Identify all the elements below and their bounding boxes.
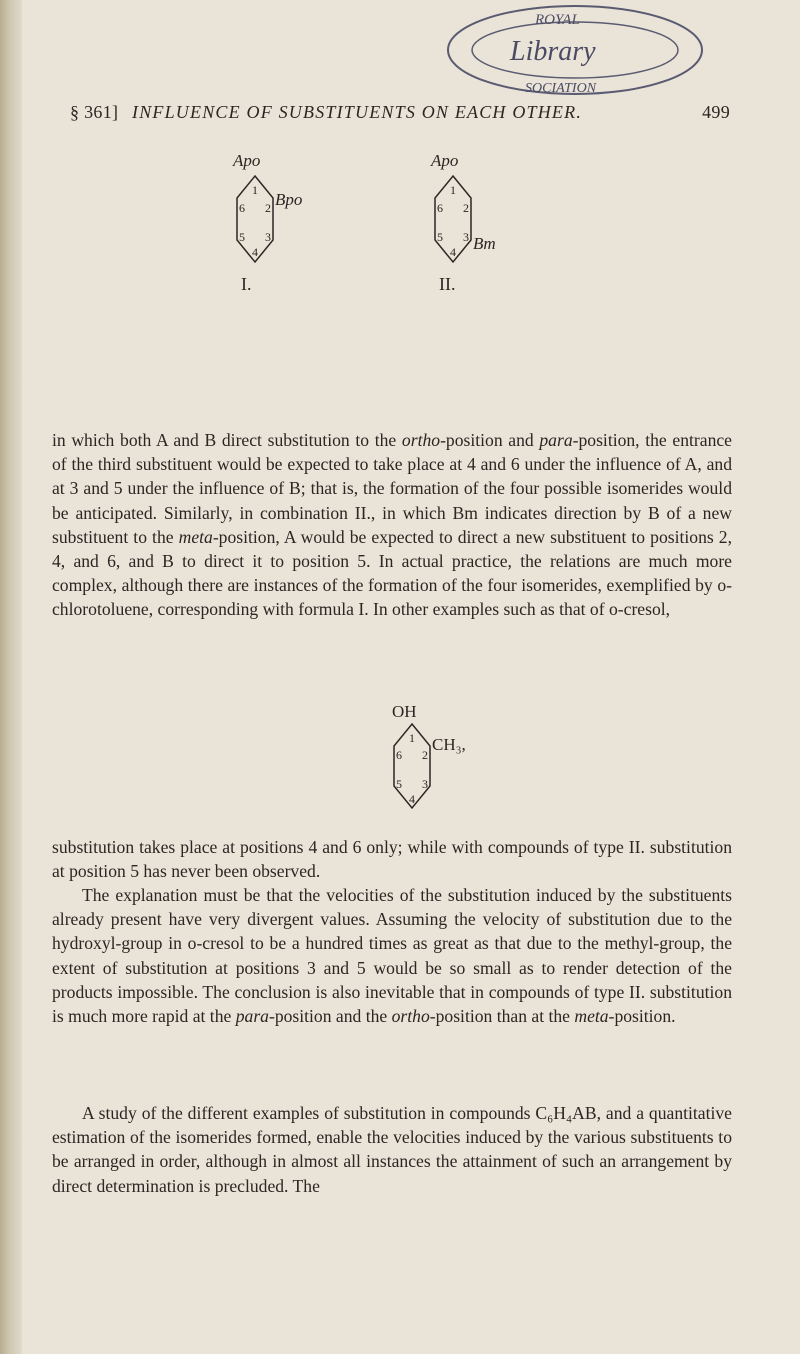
formula-3-position-4: 4 [409, 792, 415, 806]
formula-3-position-3: 3 [422, 777, 428, 791]
formula-3-position-2: 2 [422, 748, 428, 762]
structural-formula-2 [423, 150, 543, 305]
formula-2-position-2: 2 [463, 201, 469, 215]
formula-1-top-label: Apo [233, 151, 261, 170]
formula-3-position-5: 5 [396, 777, 402, 791]
formula-2-position-5: 5 [437, 230, 443, 244]
formula-1-position-3: 3 [265, 230, 271, 244]
paragraph-substitution-directions: in which both A and B direct substitution to the ortho-position and para-position, the entrance of the third substituent would be expected to take place at 4 and 6 under the influence of A, and at 3 and 5 under the influence of B; that is, the formation of the four possible isomerides would be anticipated. Similarly, in combination II., in which Bm indicates direction by B of a new substituent to the meta-position, A would be expected to direct a new substituent to positions 2, 4, and 6, and B to direct it to position 5. In actual practice, the relations are much more complex, although there are instances of the formation of the four isomerides, exemplified by o-chlorotoluene, corresponding with formula I. In other examples such as that of o-cresol, [52, 430, 732, 620]
library-stamp [390, 0, 720, 100]
stamp-arc-bottom: SOCIATION [525, 81, 597, 96]
formula-3-position-1: 1 [409, 731, 415, 745]
formula-3-top-label: OH [392, 702, 417, 721]
formula-1-position-5: 5 [239, 230, 245, 244]
structural-formula-o-cresol [380, 700, 510, 840]
formula-1-side-label: Bpo [275, 190, 303, 209]
formula-2-position-6: 6 [437, 201, 443, 215]
formula-2-position-3: 3 [463, 230, 469, 244]
formula-1-position-1: 1 [252, 183, 258, 197]
paragraph-substitution-positions: substitution takes place at positions 4 and 6 only; while with compounds of type II. substitution at position 5 has never been observed. [52, 837, 732, 882]
chapter-title: INFLUENCE OF SUBSTITUENTS ON EACH OTHER. [132, 102, 583, 122]
paragraph-study: A study of the different examples of substitution in compounds C₆H₄AB, and a quantitative estimation of the isomerides formed, enable the velocities induced by the various substituents to be arranged in order, although in almost all instances the attainment of such an arrangement by direct determination is precluded. The [52, 1103, 732, 1196]
paragraph-explanation: The explanation must be that the velocities of the substitution induced by the substituents already present have very divergent values. Assuming the velocity of substitution due to the hydroxyl-group in o-cresol to be a hundred times as great as that due to the methyl-group, the extent of substitution at positions 3 and 5 would be so small as to render detection of the products impossible. The conclusion is also inevitable that in compounds of type II. substitution is much more rapid at the para-position and the ortho-position than at the meta-position. [52, 885, 732, 1027]
page-binding-edge [0, 0, 22, 1354]
formula-1-position-2: 2 [265, 201, 271, 215]
formula-1-position-6: 6 [239, 201, 245, 215]
formula-2-numeral: II. [439, 274, 456, 294]
formula-1-position-4: 4 [252, 245, 258, 259]
running-head [70, 102, 730, 124]
formula-2-side-label: Bm [473, 234, 496, 253]
formula-1-numeral: I. [241, 274, 252, 294]
structural-formula-1 [225, 150, 345, 305]
section-number: § 361] [70, 102, 119, 122]
formula-2-top-label: Apo [431, 151, 459, 170]
formula-2-position-1: 1 [450, 183, 456, 197]
stamp-text: Library [510, 36, 596, 67]
formula-2-position-4: 4 [450, 245, 456, 259]
stamp-arc-top: ROYAL [535, 12, 580, 28]
formula-3-side-label: CH₃, [432, 735, 466, 754]
formula-3-position-6: 6 [396, 748, 402, 762]
page-number: 499 [702, 102, 730, 122]
